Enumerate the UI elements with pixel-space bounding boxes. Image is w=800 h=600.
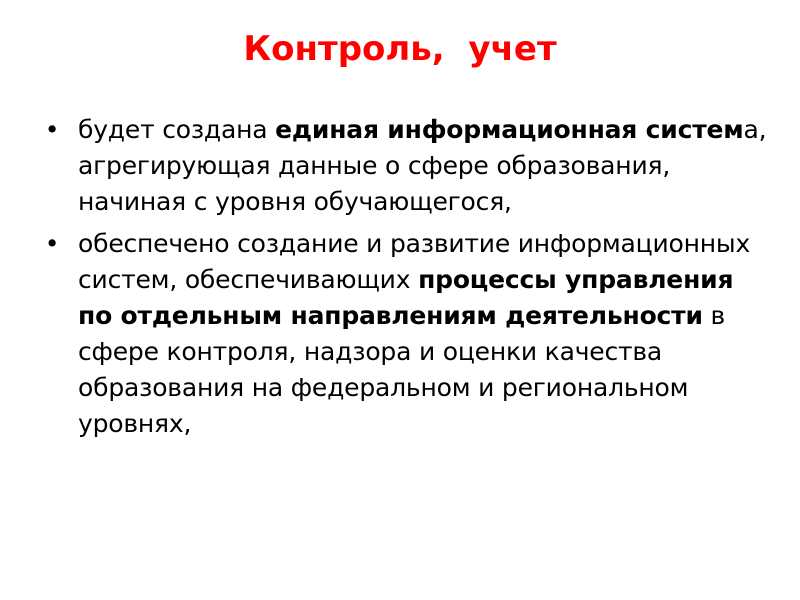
bullet-item-2	[44, 226, 768, 442]
bullet-1-text-2: единая информационная систем	[275, 115, 744, 144]
bullet-1-text-3: а, агрегирующая данные о сфере образования, начиная с уровня обучающегося,	[78, 115, 767, 216]
bullet-2-text-3: в сфере контроля, надзора и оценки качества образования на федеральном и региональном уровнях,	[78, 301, 726, 438]
bullet-dot-icon: •	[44, 229, 60, 258]
bullet-1-text-1: будет создана	[78, 115, 276, 144]
bullet-2-text-1: обеспечено создание и развитие информационных систем, обеспечивающих	[78, 229, 751, 294]
bullet-dot-icon: •	[44, 115, 60, 144]
slide-title: Контроль, учет	[243, 29, 557, 69]
bullet-2-text-2: процессы управления по отдельным направлениям деятельности	[78, 265, 734, 330]
bullet-item-1	[44, 112, 768, 220]
bullet-list	[44, 112, 768, 448]
